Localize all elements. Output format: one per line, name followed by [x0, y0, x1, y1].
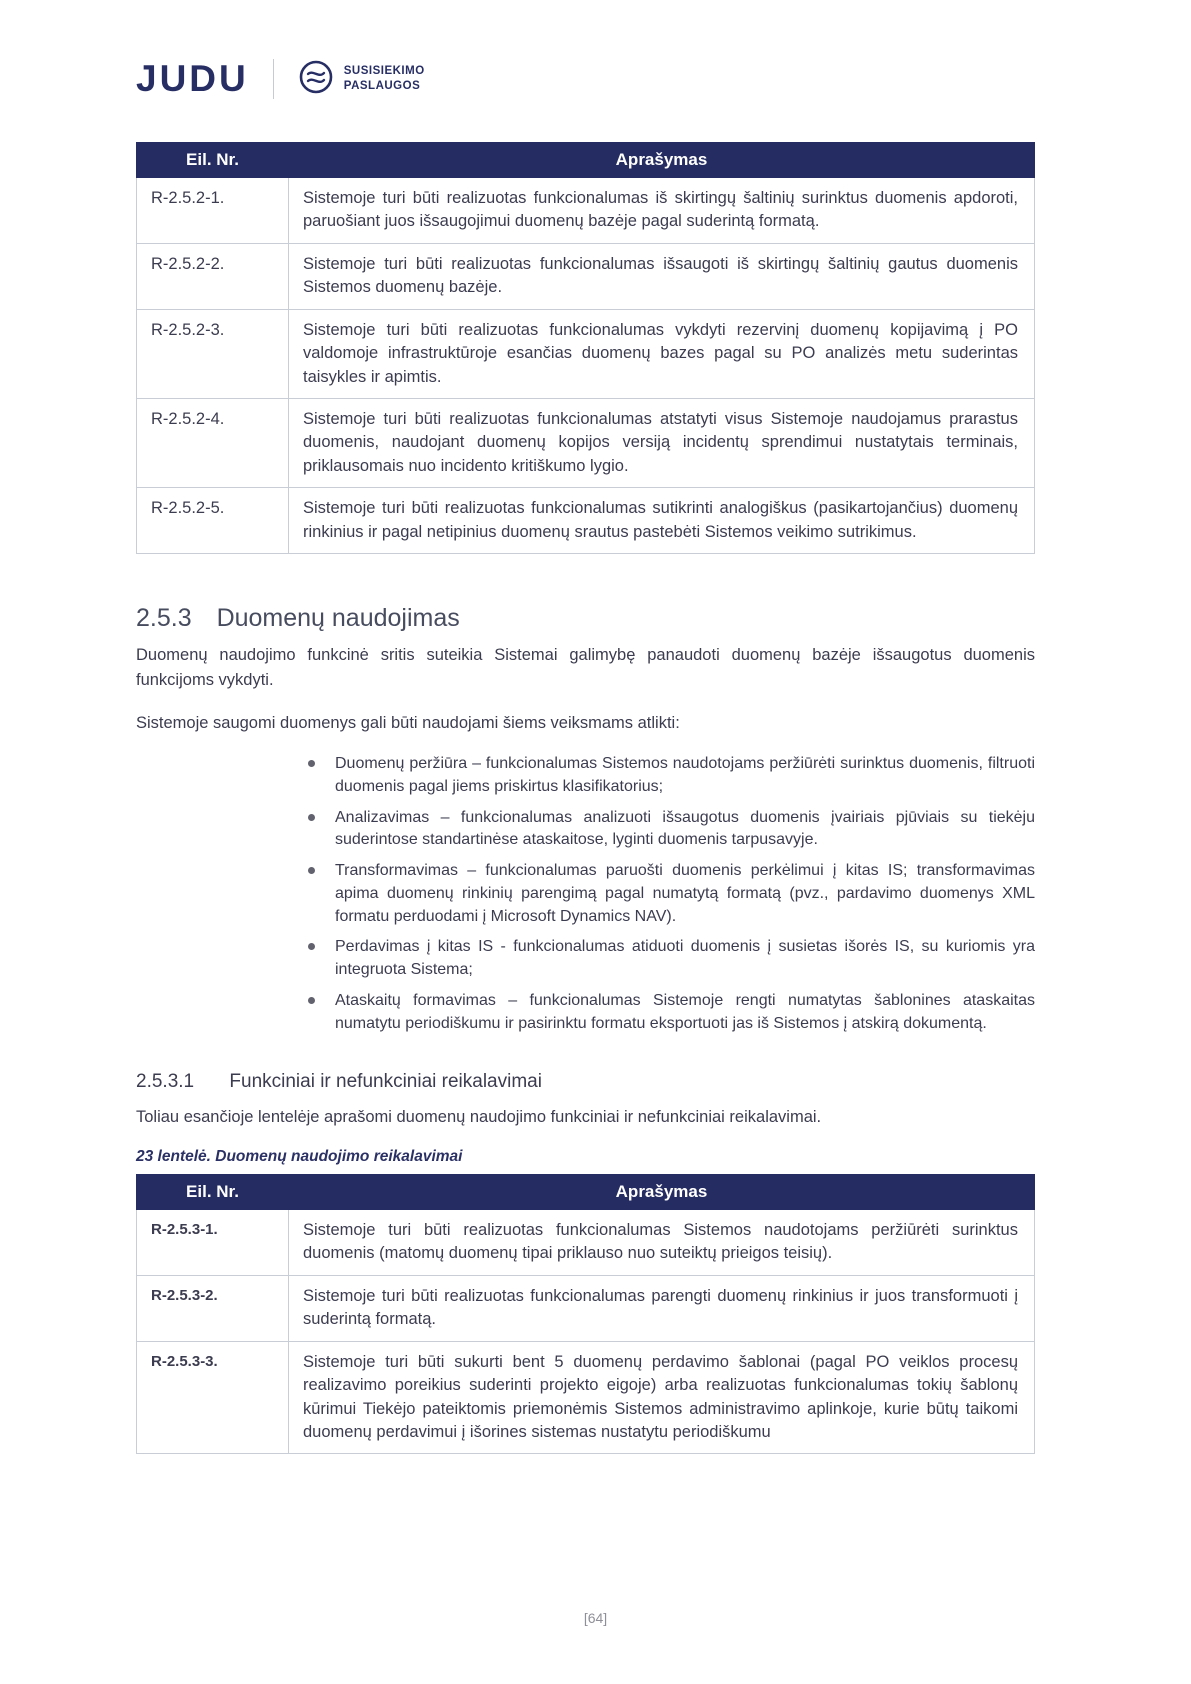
- requirement-id: R-2.5.3-2.: [137, 1275, 289, 1341]
- paragraph: Sistemoje saugomi duomenys gali būti naudojami šiems veiksmams atlikti:: [136, 713, 680, 732]
- section-number: 2.5.3: [136, 604, 192, 633]
- page-number: [64]: [583, 1610, 608, 1626]
- bullet-text: Duomenų peržiūra – funkcionalumas Sistemos naudotojams peržiūrėti surinktus duomenis, filtruoti duomenis pagal jiems priskirtus klasifikatorius;: [335, 755, 1035, 796]
- table-row: [137, 178, 1035, 244]
- column-header-aprasymas: Aprašymas: [289, 1174, 1035, 1209]
- requirement-id: R-2.5.2-4.: [137, 398, 289, 487]
- paragraph: Toliau esančioje lentelėje aprašomi duomenų naudojimo funkciniai ir nefunkciniai reikalavimai.: [136, 1108, 822, 1127]
- bullet-icon: [308, 867, 315, 874]
- table-header-row: [137, 143, 1035, 178]
- requirement-text: Sistemoje turi būti realizuotas funkcionalumas iš skirtingų šaltinių surinktus duomenis apdoroti, paruošiant juos išsaugojimui duomenų bazėje pagal suderintą formatą.: [289, 178, 1035, 244]
- section-heading-2-5-3: [136, 604, 1035, 633]
- bullet-text: Perdavimas į kitas IS - funkcionalumas atiduoti duomenis į susietas išorės IS, su kuriomis yra integruota Sistema;: [335, 938, 1035, 979]
- requirement-text: Sistemoje turi būti realizuotas funkcionalumas Sistemos naudotojams peržiūrėti surinktus duomenis (matomų duomenų tipai priklauso nuo suteiktų prieigos teisių).: [289, 1209, 1035, 1275]
- requirement-id: R-2.5.2-2.: [137, 243, 289, 309]
- subsection-heading-2-5-3-1: [136, 1071, 1035, 1093]
- requirement-text: Sistemoje turi būti realizuotas funkcionalumas išsaugoti iš skirtingų šaltinių gautus duomenis Sistemos duomenų bazėje.: [289, 243, 1035, 309]
- requirement-text: Sistemoje turi būti realizuotas funkcionalumas parengti duomenų rinkinius ir juos transformuoti į suderintą formatą.: [289, 1275, 1035, 1341]
- requirement-text: Sistemoje turi būti sukurti bent 5 duomenų perdavimo šablonai (pagal PO veiklos procesų realizavimo poreikius suderinti projekto eigoje) arba realizuotas funkcionalumas tokių šablonų kūrimui Tiekėjo pateiktomis priemonėmis Sistemos administravimo aplinkoje, kurie būtų taikomi duomenų perdavimui į išorines sistemas nustatytu periodiškumu: [289, 1341, 1035, 1454]
- requirements-table-2-5-3: [136, 1174, 1035, 1454]
- column-header-aprasymas: Aprašymas: [289, 143, 1035, 178]
- usage-bullet-list: [302, 753, 1035, 1035]
- requirement-id: R-2.5.2-5.: [137, 488, 289, 554]
- bullet-text: Ataskaitų formavimas – funkcionalumas Sistemoje rengti numatytas šablonines ataskaitas numatytu periodiškumu ir pasirinktu formatu eksportuoti jas iš Sistemos į atskirą dokumentą.: [335, 991, 1035, 1032]
- table-row: [137, 309, 1035, 398]
- table-row: [137, 1275, 1035, 1341]
- bullet-icon: [308, 814, 315, 821]
- partner-name: [344, 64, 425, 94]
- requirement-text: Sistemoje turi būti realizuotas funkcionalumas vykdyti rezervinį duomenų kopijavimą į PO valdomoje infrastruktūroje esančias duomenų bazes pagal su PO analizės metu suderintas taisykles ir apimtis.: [289, 309, 1035, 398]
- column-header-eil-nr: Eil. Nr.: [137, 1174, 289, 1209]
- susisiekimo-paslaugos-logo: [298, 59, 425, 100]
- bullet-icon: [308, 760, 315, 767]
- table-caption: 23 lentelė. Duomenų naudojimo reikalavimai: [136, 1147, 463, 1165]
- table-row: [137, 1209, 1035, 1275]
- list-item: [302, 807, 1035, 852]
- susisiekimo-paslaugos-icon: [298, 59, 334, 100]
- bullet-text: Analizavimas – funkcionalumas analizuoti išsaugotus duomenis įvairiais pjūviais su tiekėju suderintose standartinėse ataskaitose, lyginti duomenis tarpusavyje.: [335, 808, 1035, 849]
- requirements-table-2-5-2: [136, 142, 1035, 554]
- table-row: [137, 243, 1035, 309]
- logo-divider: [273, 59, 274, 99]
- section-title: Duomenų naudojimas: [216, 604, 460, 633]
- subsection-title: Funkciniai ir nefunkciniai reikalavimai: [229, 1071, 542, 1093]
- bullet-text: Transformavimas – funkcionalumas paruošti duomenis perkėlimui į kitas IS; transformavimas apima duomenų rinkinių parengimą pagal numatytą formatą (pvz., pardavimo duomenys XML formatu perduodami į Microsoft Dynamics NAV).: [335, 862, 1035, 925]
- partner-name-line1: SUSISIEKIMO: [343, 65, 425, 78]
- partner-name-line2: PASLAUGOS: [343, 80, 421, 92]
- table-row: [137, 1341, 1035, 1454]
- table-row: [137, 398, 1035, 487]
- list-item: [302, 936, 1035, 981]
- subsection-number: 2.5.3.1: [136, 1071, 195, 1093]
- requirement-text: Sistemoje turi būti realizuotas funkcionalumas atstatyti visus Sistemoje naudojamus prarastus duomenis, naudojant duomenų kopijos versiją incidentų sprendimui nustatytais terminais, priklausomais nuo incidento kritiškumo lygio.: [289, 398, 1035, 487]
- column-header-eil-nr: Eil. Nr.: [137, 143, 289, 178]
- requirement-id: R-2.5.2-3.: [137, 309, 289, 398]
- requirement-id: R-2.5.3-3.: [137, 1341, 289, 1454]
- bullet-icon: [308, 997, 315, 1004]
- table-header-row: [137, 1174, 1035, 1209]
- requirement-id: R-2.5.3-1.: [137, 1209, 289, 1275]
- table-row: [137, 488, 1035, 554]
- judu-logo: JUDU: [136, 58, 249, 99]
- list-item: [302, 753, 1035, 798]
- requirement-id: R-2.5.2-1.: [137, 178, 289, 244]
- list-item: [302, 990, 1035, 1035]
- header-logos: [136, 58, 1035, 100]
- bullet-icon: [308, 943, 315, 950]
- list-item: [302, 860, 1035, 928]
- requirement-text: Sistemoje turi būti realizuotas funkcionalumas sutikrinti analogiškus (pasikartojančius) duomenų rinkinius ir pagal netipinius duomenų srautus pastebėti Sistemos veikimo sutrikimus.: [289, 488, 1035, 554]
- paragraph: Duomenų naudojimo funkcinė sritis suteikia Sistemai galimybę panaudoti duomenų bazėje išsaugotus duomenis funkcijoms vykdyti.: [136, 646, 1035, 689]
